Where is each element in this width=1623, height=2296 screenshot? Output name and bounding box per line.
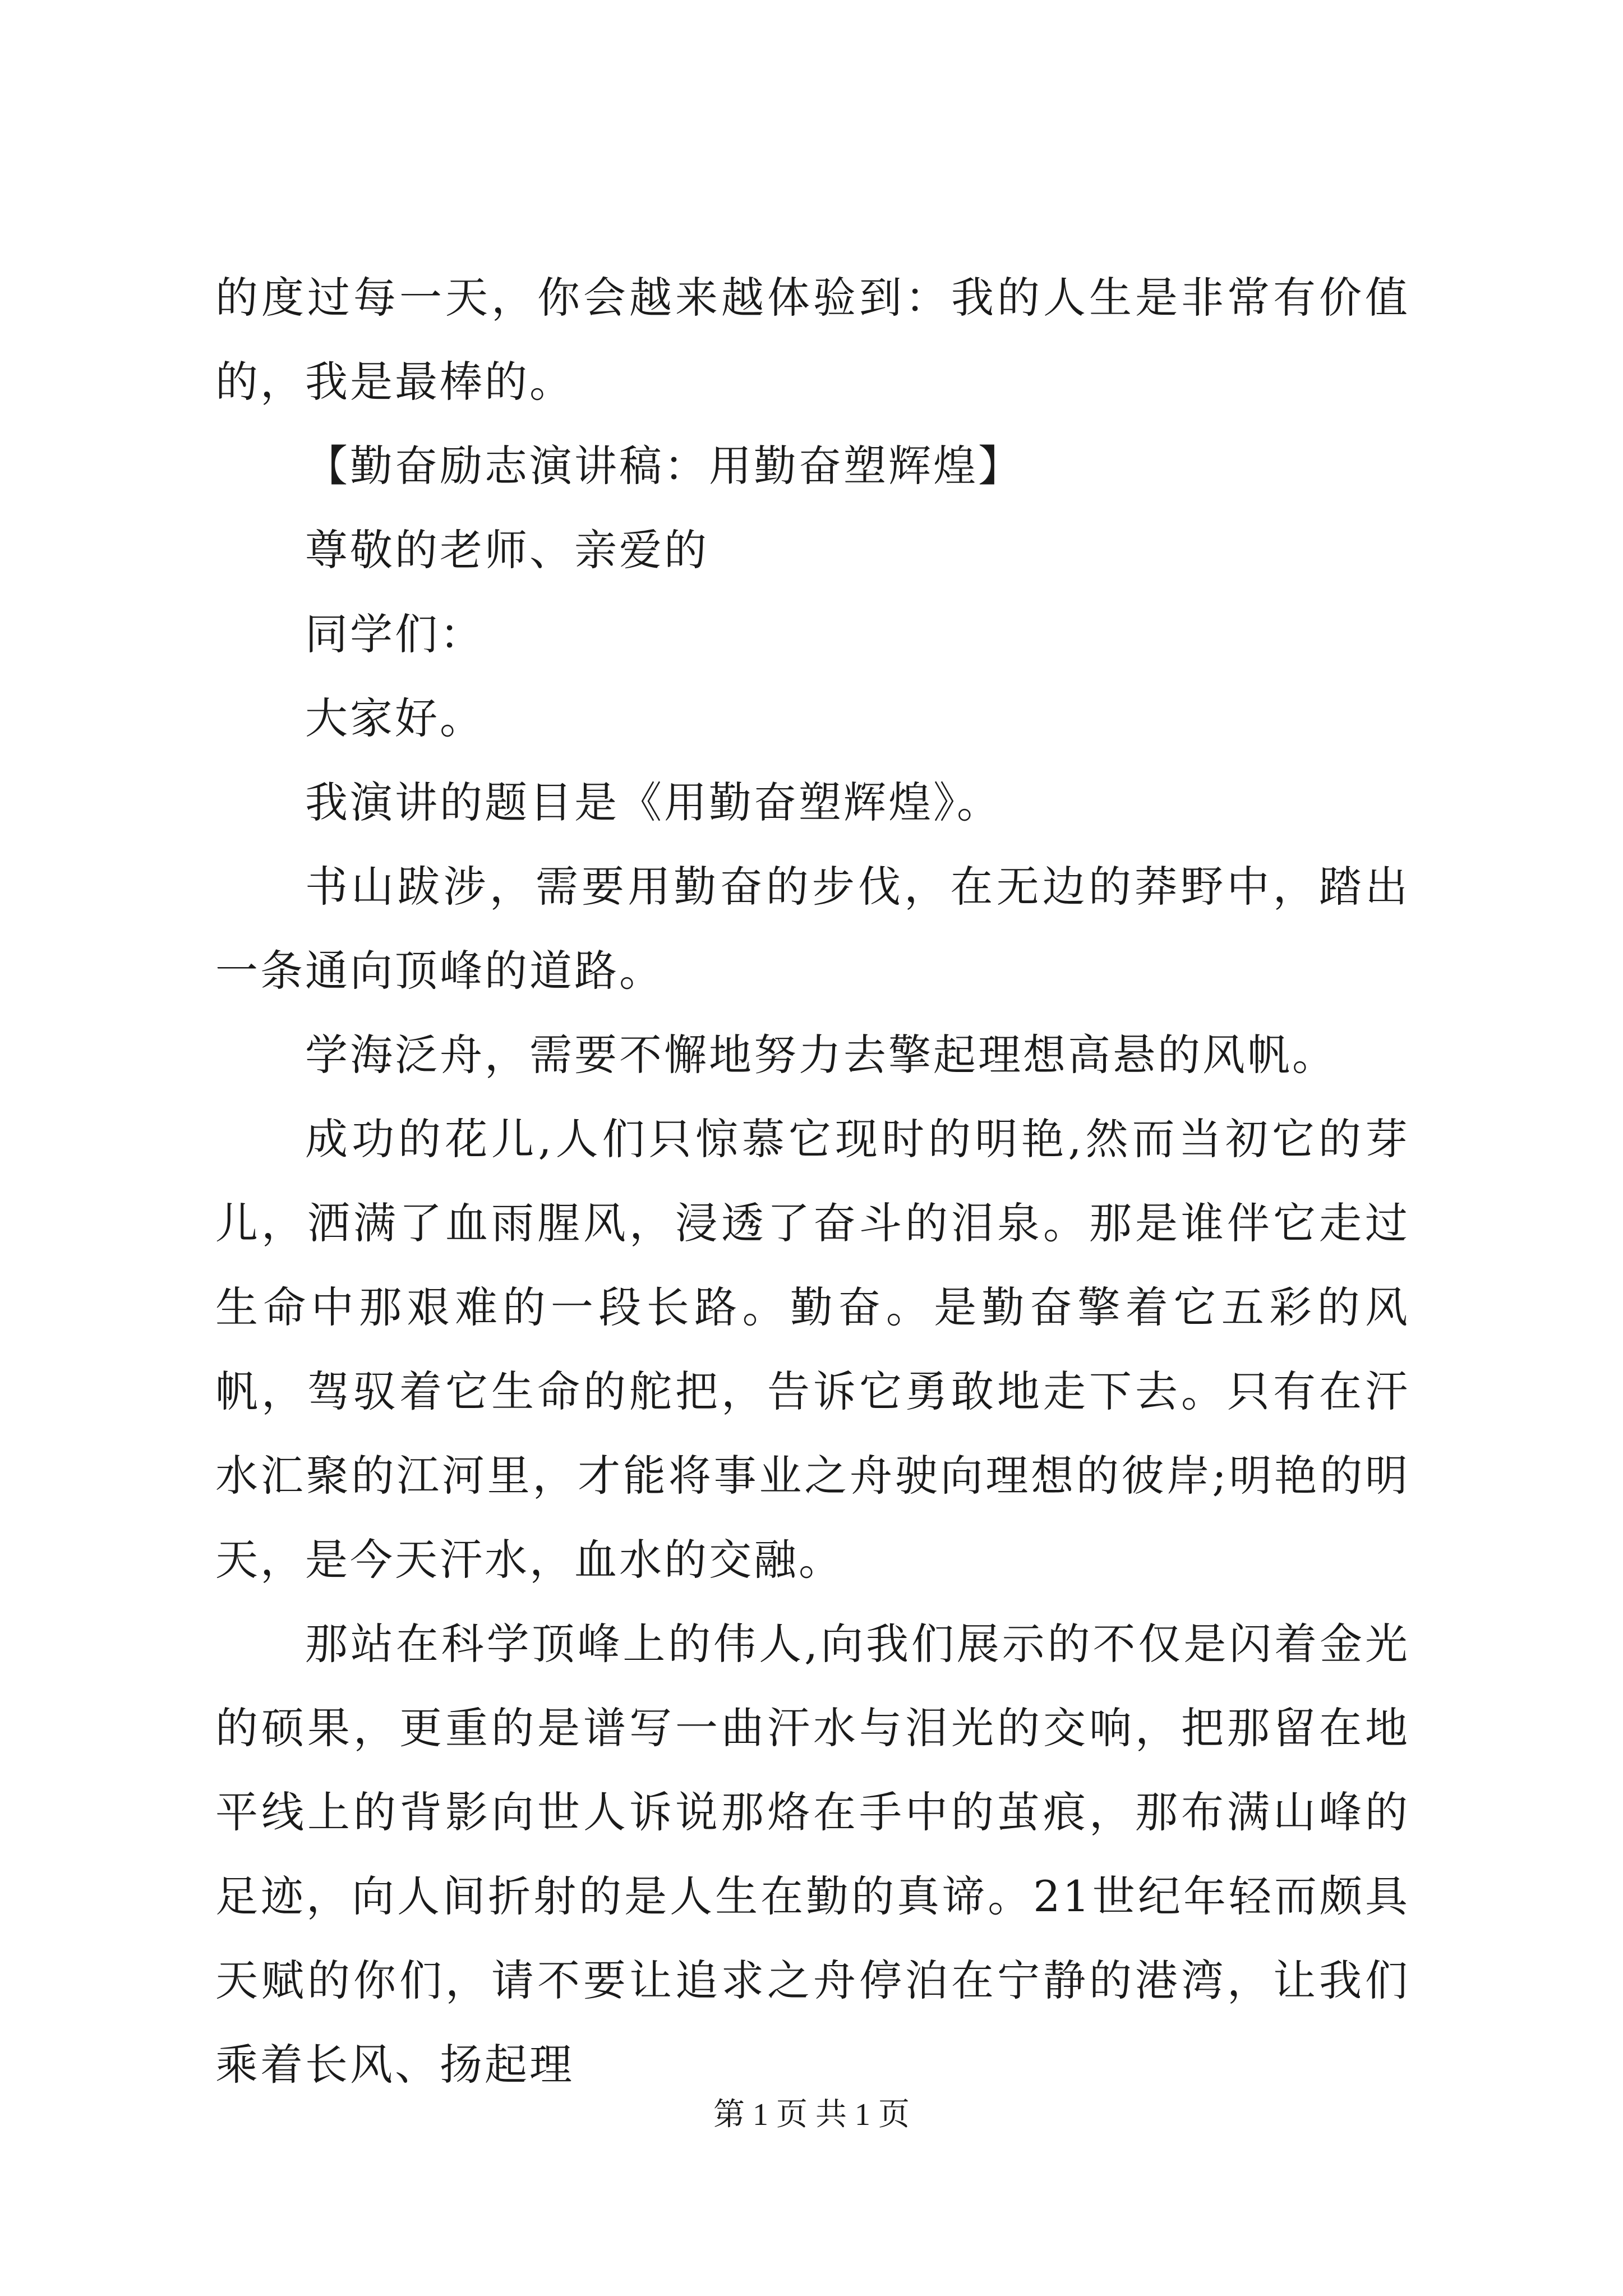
paragraph-body: 成功的花儿,人们只惊慕它现时的明艳,然而当初它的芽儿，洒满了血雨腥风，浸透了奋斗的泪泉。那是谁伴它走过生命中那艰难的一段长路。勤奋。是勤奋擎着它五彩的风帆，驾驭着它生命的舵把，告诉它勇敢地走下去。只有在汗水汇聚的江河里，才能将事业之舟驶向理想的彼岸;明艳的明天，是今天汗水，血水的交融。 (215, 1114, 1410, 1585)
paragraph-body: 学海泛舟，需要不懈地努力去擎起理想高悬的风帆。 (305, 1030, 1337, 1080)
paragraph-salutation-2: 同学们： (305, 609, 485, 659)
document-body (215, 256, 1410, 2107)
paragraph-salutation-1: 尊敬的老师、亲爱的 (305, 525, 709, 575)
paragraph-greeting: 大家好。 (305, 693, 485, 743)
paragraph-continuation: 的度过每一天，你会越来越体验到：我的人生是非常有价值的，我是最棒的。 (215, 273, 1410, 407)
page-number-footer: 第 1 页 共 1 页 (713, 2097, 910, 2132)
paragraph-body: 那站在科学顶峰上的伟人,向我们展示的不仅是闪着金光的硕果，更重的是谱写一曲汗水与泪光的交响，把那留在地平线上的背影向世人诉说那烙在手中的茧痕，那布满山峰的足迹，向人间折射的是人生在勤的真谛。21世纪年轻而颇具天赋的你们，请不要让追求之舟停泊在宁静的港湾，让我们乘着长风、扬起理 (215, 1619, 1410, 2090)
paragraph-topic: 我演讲的题目是《用勤奋塑辉煌》。 (305, 777, 1002, 827)
paragraph-body: 书山跋涉，需要用勤奋的步伐，在无边的莽野中，踏出一条通向顶峰的道路。 (215, 862, 1410, 996)
paragraph-heading: 【勤奋励志演讲稿：用勤奋塑辉煌】 (305, 441, 1023, 491)
